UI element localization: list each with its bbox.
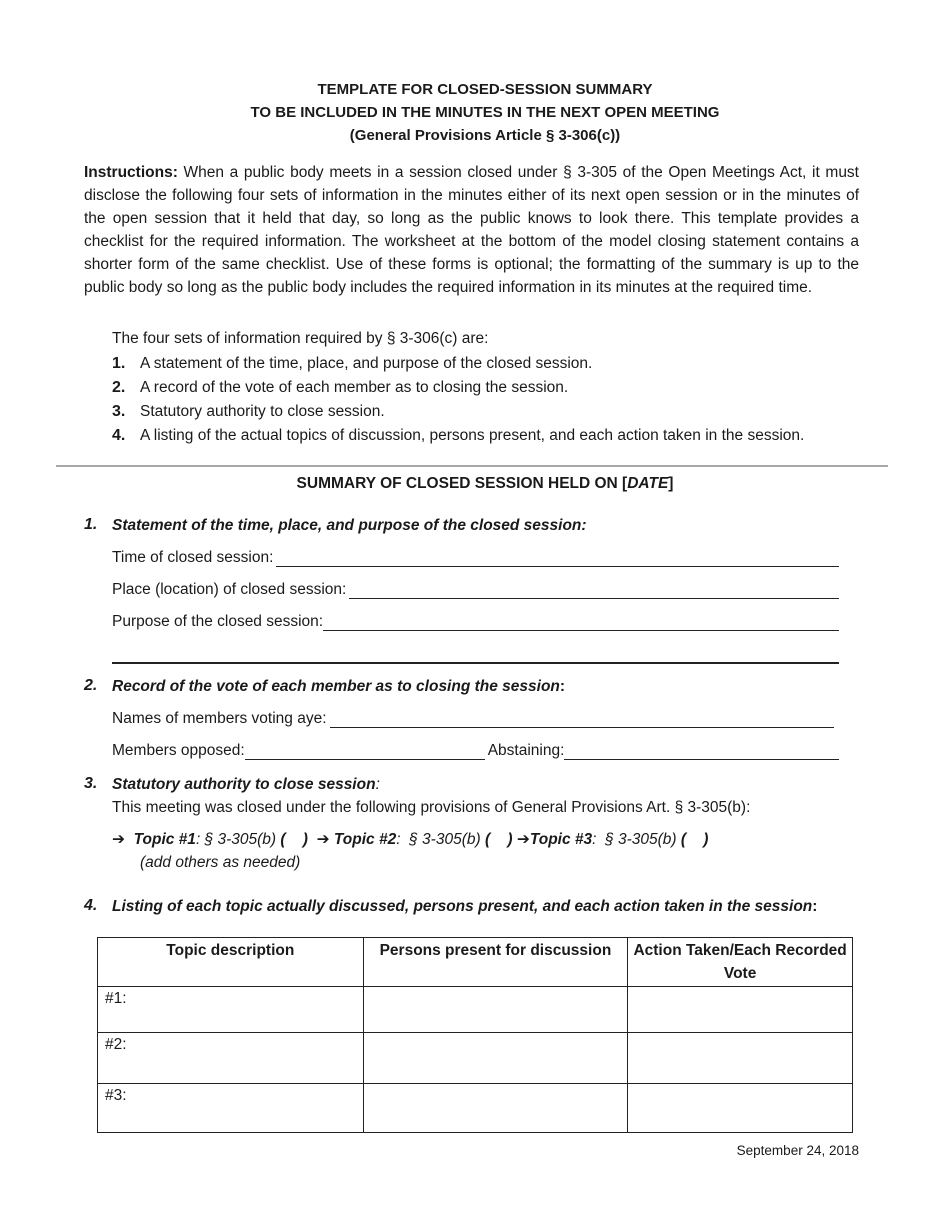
requirement-item: 4. A listing of the actual topics of discussion, persons present, and each action taken in the session.	[112, 427, 805, 444]
requirements-intro: The four sets of information required by § 3-306(c) are:	[112, 330, 489, 347]
opposed-abstaining-field[interactable]	[112, 742, 839, 760]
section-divider	[56, 465, 888, 467]
title-line-3: (General Provisions Article § 3-306(c))	[349, 127, 621, 144]
aye-field[interactable]	[112, 710, 834, 728]
topics-row: ➔ Topic #1: § 3-305(b) ( ) ➔ Topic #2: § 3-305(b) ( ) ➔Topic #3: § 3-305(b) ( )	[112, 831, 709, 848]
persons-cell[interactable]	[363, 987, 628, 1033]
opposed-input-line[interactable]	[245, 743, 485, 760]
table-row	[98, 1084, 853, 1133]
document-title	[0, 78, 950, 147]
section-1-title: Statement of the time, place, and purpose of the closed session:	[112, 517, 587, 534]
place-field[interactable]	[112, 581, 839, 599]
topic-cell[interactable]: #3:	[98, 1084, 364, 1133]
topic-2-label: Topic #2	[333, 831, 397, 848]
add-others-note: (add others as needed)	[140, 854, 301, 871]
purpose-field[interactable]	[112, 613, 839, 631]
header-persons-present: Persons present for discussion	[363, 938, 628, 987]
requirement-item: 2. A record of the vote of each member as to closing the session.	[112, 379, 569, 396]
instructions-paragraph	[84, 161, 859, 299]
summary-heading: SUMMARY OF CLOSED SESSION HELD ON [DATE]	[296, 475, 674, 492]
requirement-item: 1. A statement of the time, place, and purpose of the closed session.	[112, 355, 593, 372]
action-cell[interactable]	[628, 1033, 853, 1084]
section-2-title: Record of the vote of each member as to closing the session:	[112, 678, 566, 695]
section-2-number: 2.	[84, 677, 98, 694]
arrow-right-icon: ➔	[316, 831, 330, 848]
section-3-text: This meeting was closed under the following provisions of General Provisions Art. § 3-305(b):	[112, 799, 751, 816]
time-field[interactable]	[112, 549, 839, 567]
section-4-number: 4.	[84, 897, 98, 914]
summary-date-placeholder: DATE	[627, 475, 669, 492]
persons-cell[interactable]	[363, 1084, 628, 1133]
purpose-label: Purpose of the closed session:	[112, 613, 324, 630]
action-cell[interactable]	[628, 987, 853, 1033]
section-3-title: Statutory authority to close session:	[112, 776, 380, 793]
action-cell[interactable]	[628, 1084, 853, 1133]
topic-1-label: Topic #1	[133, 831, 196, 848]
persons-cell[interactable]	[363, 1033, 628, 1084]
section-4-title: Listing of each topic actually discussed, persons present, and each action taken in the session:	[112, 898, 818, 915]
purpose-continuation-line[interactable]	[112, 662, 839, 664]
section-1-number: 1.	[84, 516, 98, 533]
topic-3-checkbox[interactable]: ( )	[680, 831, 709, 848]
instructions-label: Instructions:	[84, 164, 178, 181]
topic-cell[interactable]: #1:	[98, 987, 364, 1033]
topics-table	[97, 937, 853, 1133]
arrow-right-icon: ➔	[112, 831, 125, 848]
place-input-line[interactable]	[349, 582, 839, 599]
abstaining-label: Abstaining:	[487, 742, 565, 759]
topic-1-checkbox[interactable]: ( )	[280, 831, 308, 848]
table-header-row	[98, 938, 853, 987]
aye-label: Names of members voting aye:	[112, 710, 327, 727]
purpose-input-line[interactable]	[323, 614, 839, 631]
instructions-text: When a public body meets in a session closed under § 3-305 of the Open Meetings Act, it must disclose the following four sets of information in the minutes either of its next open session or in the minutes of the open session that it held that day, so long as the public knows to look there. This template provides a checklist for the required information. The worksheet at the bottom of the model closing statement contains a shorter form of the same checklist. Use of these forms is optional; the formatting of the summary is up to the public body so long as the public body includes the required information in its minutes at the required time.	[84, 164, 859, 296]
topic-2-checkbox[interactable]: ( )	[484, 831, 513, 848]
place-label: Place (location) of closed session:	[112, 581, 347, 598]
section-3-number: 3.	[84, 775, 98, 792]
arrow-right-icon: ➔	[516, 831, 530, 848]
footer-date: September 24, 2018	[736, 1143, 859, 1158]
header-topic-description: Topic description	[98, 938, 364, 987]
title-line-2: TO BE INCLUDED IN THE MINUTES IN THE NEXT OPEN MEETING	[250, 104, 720, 121]
table-row	[98, 1033, 853, 1084]
abstaining-input-line[interactable]	[564, 743, 839, 760]
requirement-item: 3. Statutory authority to close session.	[112, 403, 385, 420]
time-label: Time of closed session:	[112, 549, 274, 566]
opposed-label: Members opposed:	[112, 742, 245, 759]
time-input-line[interactable]	[276, 550, 839, 567]
aye-input-line[interactable]	[330, 711, 834, 728]
header-action-taken: Action Taken/Each Recorded Vote	[628, 938, 853, 987]
topic-3-label: Topic #3	[529, 831, 593, 848]
title-line-1: TEMPLATE FOR CLOSED-SESSION SUMMARY	[317, 81, 653, 98]
table-row	[98, 987, 853, 1033]
topic-cell[interactable]: #2:	[98, 1033, 364, 1084]
